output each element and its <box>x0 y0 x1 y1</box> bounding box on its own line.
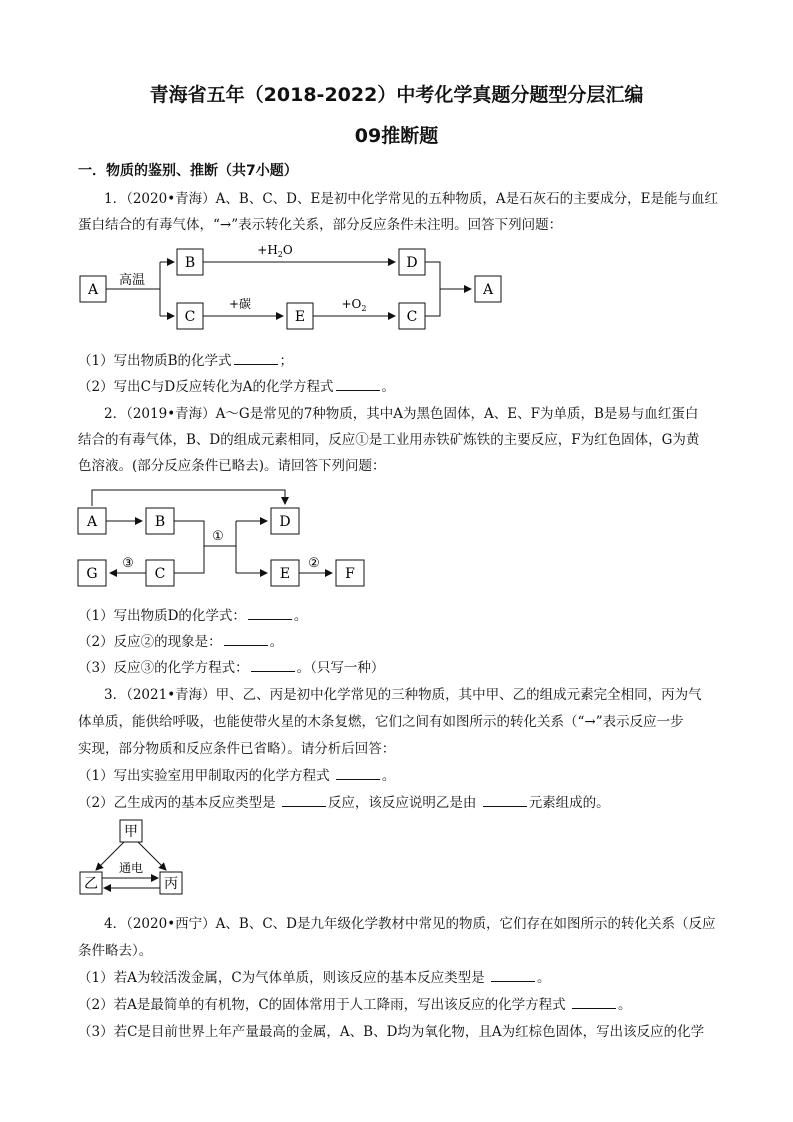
q2-part2: （2）反应②的现象是： 。 <box>78 634 284 650</box>
q4-blank[interactable] <box>572 996 616 1009</box>
q2-label-g: G <box>86 566 98 582</box>
q2-label-a: A <box>86 514 98 530</box>
q1-label-o2: $+O_2$ <box>341 297 367 313</box>
q2-blank[interactable] <box>251 659 295 672</box>
q3-stem-line1: 3．（2021•青海）甲、乙、丙是初中化学常见的三种物质，其中甲、乙的组成元素完全相同，丙为气 <box>104 687 702 703</box>
q2-label-d: D <box>279 514 291 530</box>
q1-label-a: A <box>87 282 99 298</box>
q2-top-line <box>92 490 285 506</box>
q1-stem-line1: 1．（2020•青海）A、B、C、D、E是初中化学常见的五种物质，A是石灰石的主要成分，E是能与血红 <box>104 191 718 207</box>
q2-blank[interactable] <box>248 607 292 620</box>
q2-label-r2: ② <box>308 556 320 571</box>
q4-part1: （1）若A为较活泼金属，C为气体单质，则该反应的基本反应类型是 。 <box>78 970 551 986</box>
q3-blank[interactable] <box>483 794 527 807</box>
q4-part2: （2）若A是最简单的有机物，C的固体常用于人工降雨，写出该反应的化学方程式 。 <box>78 997 632 1013</box>
q1-diagram <box>70 236 520 336</box>
q3-label-bing: 丙 <box>164 876 178 892</box>
q3-blank[interactable] <box>282 794 326 807</box>
q2-label-r1: ① <box>212 529 224 544</box>
q1-label-gaowen: 高温 <box>118 273 146 288</box>
q2-diagram <box>70 482 380 592</box>
q3-label-yi: 乙 <box>84 876 98 892</box>
q2-stem-line2: 结合的有毒气体，B、D的组成元素相同，反应①是工业用赤铁矿炼铁的主要反应，F为红色固体，G为黄 <box>78 432 700 448</box>
document-subtitle: 09推断题 <box>354 125 439 147</box>
q3-part2: （2）乙生成丙的基本反应类型是 反应，该反应说明乙是由 元素组成的。 <box>78 795 610 811</box>
q2-label-e: E <box>279 566 291 582</box>
q3-label-jia: 甲 <box>124 824 138 840</box>
q2-part3: （3）反应③的化学方程式： 。（只写一种） <box>78 660 385 676</box>
q2-label-c: C <box>154 566 166 582</box>
q1-part1: （1）写出物质B的化学式 ； <box>78 353 294 369</box>
q1-label-h2o: $+H_2O$ <box>257 243 293 259</box>
q2-part1: （1）写出物质D的化学式： 。 <box>78 608 308 624</box>
q4-stem-line2: 条件略去）。 <box>78 943 153 959</box>
section-heading: 一．物质的鉴别、推断（共7小题） <box>78 163 298 179</box>
q2-label-b: B <box>154 514 166 530</box>
q1-blank[interactable] <box>336 378 380 391</box>
q4-part3: （3）若C是目前世界上年产量最高的金属，A、B、D均为氧化物，且A为红棕色固体，写出该反应的化学 <box>78 1024 705 1040</box>
q1-label-tan: +碳 <box>228 297 252 311</box>
q2-label-r3: ③ <box>122 556 134 571</box>
q1-merge <box>425 262 440 316</box>
document-title: 青海省五年（2018-2022）中考化学真题分题型分层汇编 <box>149 84 644 106</box>
q4-stem-line1: 4．（2020•西宁）A、B、C、D是九年级化学教材中常见的物质，它们存在如图所示的转化关系（反应 <box>104 916 716 932</box>
q1-stem-line2: 蛋白结合的有毒气体，“→”表示转化关系，部分反应条件未注明。回答下列问题： <box>78 217 563 233</box>
q3-stem-line2: 体单质，能供给呼吸，也能使带火星的木条复燃，它们之间有如图所示的转化关系（“→”表示反应一步 <box>78 714 684 730</box>
q4-blank[interactable] <box>491 969 535 982</box>
q3-part1: （1）写出实验室用甲制取丙的化学方程式 。 <box>78 768 396 784</box>
q1-label-e: E <box>294 309 306 325</box>
q3-stem-line3: 实现，部分物质和反应条件已省略）。请分析后回答： <box>78 741 396 757</box>
q3-label-tongdian: 通电 <box>118 861 144 875</box>
q2-stem-line1: 2．（2019•青海）A～G是常见的7种物质，其中A为黑色固体，A、E、F为单质，B是易与血红蛋白 <box>104 406 699 422</box>
q1-part2: （2）写出C与D反应转化为A的化学方程式 。 <box>78 379 395 395</box>
q2-blank[interactable] <box>224 633 268 646</box>
q1-label-b: B <box>184 255 196 271</box>
q1-label-c: C <box>184 309 196 325</box>
q1-label-d: D <box>406 255 418 271</box>
q2-stem-line3: 色溶液。(部分反应条件已略去)。请回答下列问题： <box>78 458 386 474</box>
q2-label-f: F <box>345 566 355 582</box>
q3-diagram <box>74 818 194 898</box>
q1-blank[interactable] <box>234 352 278 365</box>
q1-label-a2: A <box>482 282 494 298</box>
q1-label-c2: C <box>406 309 418 325</box>
q2-bracket-left <box>174 521 204 573</box>
q3-blank[interactable] <box>336 767 380 780</box>
